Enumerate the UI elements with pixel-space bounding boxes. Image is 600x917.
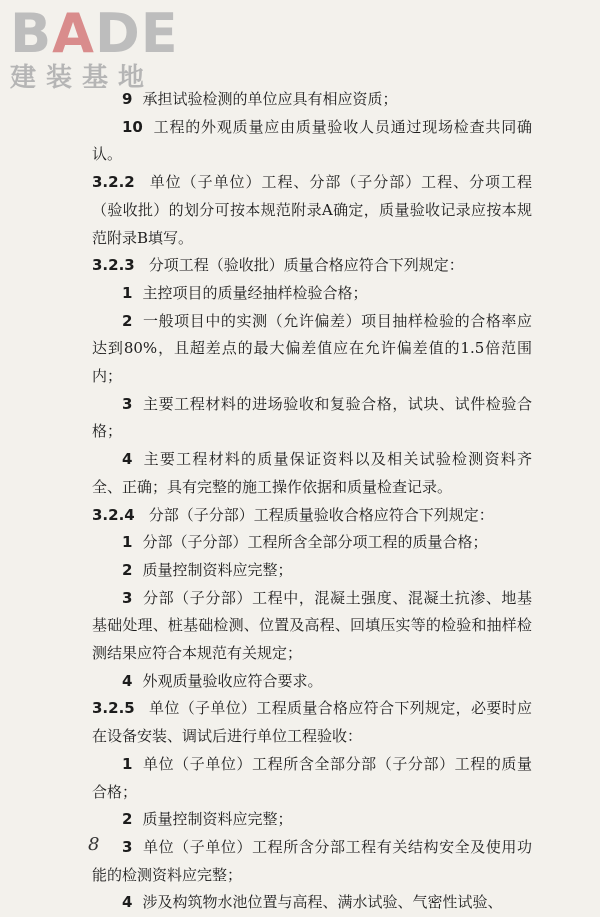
list-item <box>92 834 532 889</box>
item-number: 2 <box>122 810 133 829</box>
section-paragraph <box>92 695 532 750</box>
section-paragraph <box>92 252 532 280</box>
item-number: 2 <box>122 311 133 330</box>
paragraph-text: 分部（子分部）工程所含全部分项工程的质量合格； <box>142 533 488 552</box>
paragraph-text: 分部（子分部）工程质量验收合格应符合下列规定： <box>148 505 494 524</box>
section-number: 3.2.3 <box>92 256 135 275</box>
list-item <box>92 280 532 308</box>
paragraph-text: 单位（子单位）工程、分部（子分部）工程、分项工程（验收批）的划分可按本规范附录A确定，质量验收记录应按本规范附录B填写。 <box>92 173 532 247</box>
list-item <box>92 529 532 557</box>
document-body <box>92 86 532 917</box>
list-item <box>92 391 532 446</box>
list-item <box>92 751 532 806</box>
paragraph-text: 质量控制资料应完整； <box>142 810 293 829</box>
logo-subtitle: 建装基地 <box>10 63 155 93</box>
item-number: 10 <box>122 117 143 136</box>
item-number: 1 <box>122 283 133 302</box>
list-item <box>92 557 532 585</box>
list-item <box>92 446 532 501</box>
item-number: 1 <box>122 754 133 773</box>
section-number: 3.2.2 <box>92 173 135 192</box>
section-paragraph <box>92 502 532 530</box>
item-number: 4 <box>122 671 133 690</box>
list-item <box>92 668 532 696</box>
section-number: 3.2.4 <box>92 505 135 524</box>
page-number: 8 <box>88 834 100 855</box>
paragraph-text: 涉及构筑物水池位置与高程、满水试验、气密性试验、 <box>142 893 503 912</box>
paragraph-text: 单位（子单位）工程所含分部工程有关结构安全及使用功能的检测资料应完整； <box>92 837 532 884</box>
item-number: 2 <box>122 560 133 579</box>
item-number: 3 <box>122 588 133 607</box>
paragraph-text: 单位（子单位）工程所含全部分部（子分部）工程的质量合格； <box>92 754 532 801</box>
paragraph-text: 分项工程（验收批）质量合格应符合下列规定： <box>148 256 464 275</box>
paragraph-text: 主控项目的质量经抽样检验合格； <box>142 283 368 302</box>
paragraph-text: 单位（子单位）工程质量合格应符合下列规定，必要时应在设备安装、调试后进行单位工程验收： <box>92 699 532 746</box>
paragraph-text: 主要工程材料的进场验收和复验合格，试块、试件检验合格； <box>92 394 532 441</box>
item-number: 3 <box>122 837 133 856</box>
section-number: 3.2.5 <box>92 699 135 718</box>
list-item <box>92 585 532 668</box>
paragraph-text: 质量控制资料应完整； <box>142 560 293 579</box>
paragraph-text: 一般项目中的实测（允许偏差）项目抽样检验的合格率应达到80%，且超差点的最大偏差值应在允许偏差值的1.5倍范围内； <box>92 311 532 386</box>
logo <box>8 4 188 94</box>
section-paragraph <box>92 169 532 252</box>
paragraph-text: 承担试验检测的单位应具有相应资质； <box>142 90 398 108</box>
list-item <box>92 86 532 114</box>
list-item <box>92 114 532 169</box>
item-number: 3 <box>122 394 133 413</box>
paragraph-text: 分部（子分部）工程中，混凝土强度、混凝土抗渗、地基基础处理、桩基础检测、位置及高程、回填压实等的检验和抽样检测结果应符合本规范有关规定； <box>92 588 532 663</box>
paragraph-text: 主要工程材料的质量保证资料以及相关试验检测资料齐全、正确；具有完整的施工操作依据和质量检查记录。 <box>92 450 532 496</box>
item-number: 4 <box>122 450 133 469</box>
item-number: 4 <box>122 893 133 912</box>
paragraph-text: 工程的外观质量应由质量验收人员通过现场检查共同确认。 <box>92 117 532 164</box>
list-item <box>92 806 532 834</box>
paragraph-text: 外观质量验收应符合要求。 <box>142 671 323 690</box>
item-number: 9 <box>122 90 133 108</box>
list-item <box>92 308 532 391</box>
item-number: 1 <box>122 533 133 552</box>
logo-wordmark: BADE <box>10 2 179 65</box>
list-item <box>92 889 532 917</box>
